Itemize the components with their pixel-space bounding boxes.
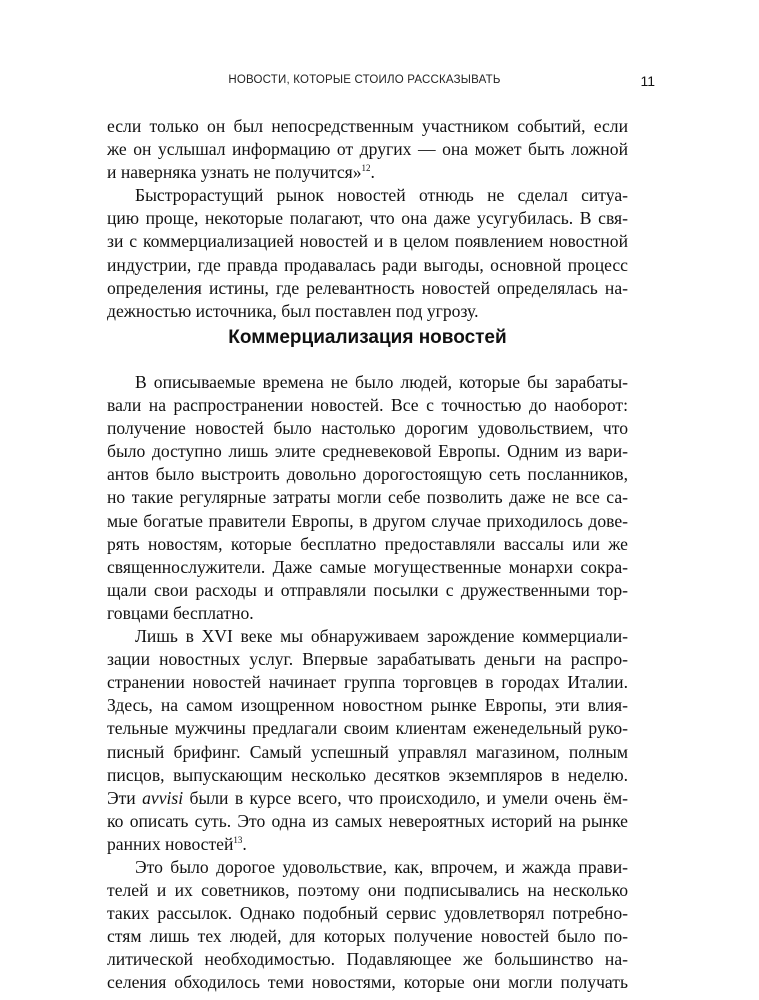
text-line: было доступно лишь элите средневековой Европы. Одним из вари- bbox=[107, 441, 628, 462]
paragraph-block-2 bbox=[107, 371, 628, 995]
text-line: зации новостных услуг. Впервые зарабатывать деньги на распро- bbox=[107, 649, 628, 670]
footnote-ref-13: 13 bbox=[233, 835, 243, 846]
text-line: писцов, выпускающим несколько десятков экземпляров в неделю. bbox=[107, 764, 628, 785]
text-line: тельные мужчины предлагали своим клиентам еженедельный руко- bbox=[107, 718, 628, 739]
text-line: определения истины, где релевантность новостей определялась на- bbox=[107, 277, 628, 298]
text-line: вали на распространении новостей. Все с точностью до наоборот: bbox=[107, 395, 628, 416]
paragraph-block-1 bbox=[107, 115, 628, 323]
running-title: НОВОСТИ, КОТОРЫЕ СТОИЛО РАССКАЗЫВАТЬ bbox=[228, 74, 501, 86]
text-line: щали свои расходы и отправляли посылки с дружественными тор- bbox=[107, 579, 628, 600]
text-line: говцами бесплатно. bbox=[107, 602, 254, 623]
text-line: В описываемые времена не было людей, которые бы зарабаты- bbox=[135, 372, 628, 392]
text-line: но такие регулярные затраты могли себе позволить даже не все са- bbox=[107, 487, 628, 508]
text-line: Это было дорогое удовольствие, как, впрочем, и жажда прави- bbox=[135, 856, 628, 877]
text-line: же он услышал информацию от других — она может быть ложной bbox=[107, 139, 628, 160]
text-line: дежностью источника, был поставлен под угрозу. bbox=[107, 300, 479, 321]
text-fragment: Эти bbox=[107, 787, 143, 808]
page-header bbox=[100, 74, 655, 94]
text-line: цию проще, некоторые полагают, что она даже усугубилась. В свя- bbox=[107, 208, 628, 229]
text-line: Быстрорастущий рынок новостей отнюдь не сделал ситуа- bbox=[135, 185, 628, 206]
italic-term: avvisi bbox=[142, 787, 184, 808]
text-line bbox=[107, 161, 628, 184]
text-line: зи с коммерциализацией новостей и в целом появлением новостной bbox=[107, 231, 628, 252]
text-line: таких рассылок. Однако подобный сервис удовлетворял потребно- bbox=[107, 903, 628, 924]
text-line: телей и их советников, поэтому они подписывались на несколько bbox=[107, 880, 628, 901]
text-line: священнослужители. Даже самые могущественные монархи сокра- bbox=[107, 556, 628, 577]
text-line: селения обходилось теми новостями, которые они могли получать bbox=[107, 972, 628, 993]
text-line: если только он был непосредственным участником событий, если bbox=[107, 116, 628, 136]
text-line: Здесь, на самом изощренном новостном рынке Европы, эти влия- bbox=[107, 695, 628, 716]
footnote-ref-12: 12 bbox=[361, 163, 371, 174]
text-fragment: . bbox=[242, 833, 247, 854]
text-line: антов было выстроить довольно дорогостоящую сеть посланников, bbox=[107, 464, 628, 485]
text-fragment: были в курсе всего, что происходило, и умели очень ём- bbox=[183, 787, 628, 808]
text-line: литической необходимостью. Подавляющее же большинство на- bbox=[107, 949, 628, 970]
text-line bbox=[107, 833, 628, 856]
text-line: рять новостям, которые бесплатно предоставляли вассалы или же bbox=[107, 533, 628, 554]
text-line: Лишь в XVI веке мы обнаруживаем зарождение коммерциали- bbox=[135, 626, 628, 647]
text-line: получение новостей было настолько дорогим удовольствием, что bbox=[107, 418, 628, 439]
section-heading: Коммерциализация новостей bbox=[228, 327, 507, 348]
page-number: 11 bbox=[640, 73, 655, 89]
text-line: мые богатые правители Европы, в другом случае приходилось дове- bbox=[107, 510, 628, 531]
text-line: писный брифинг. Самый успешный управлял магазином, полным bbox=[107, 741, 628, 762]
text-line: индустрии, где правда продавалась ради выгоды, основной процесс bbox=[107, 254, 628, 275]
text-fragment: . bbox=[370, 162, 375, 183]
text-line: стям лишь тех людей, для которых получение новостей было по- bbox=[107, 926, 628, 947]
text-fragment: ранних новостей bbox=[107, 833, 234, 854]
text-line: странении новостей начинает группа торговцев в городах Италии. bbox=[107, 672, 628, 693]
text-line: ко описать суть. Это одна из самых невероятных историй на рынке bbox=[107, 810, 628, 831]
text-fragment: и наверняка узнать не получится» bbox=[107, 162, 362, 183]
text-line bbox=[107, 787, 628, 810]
